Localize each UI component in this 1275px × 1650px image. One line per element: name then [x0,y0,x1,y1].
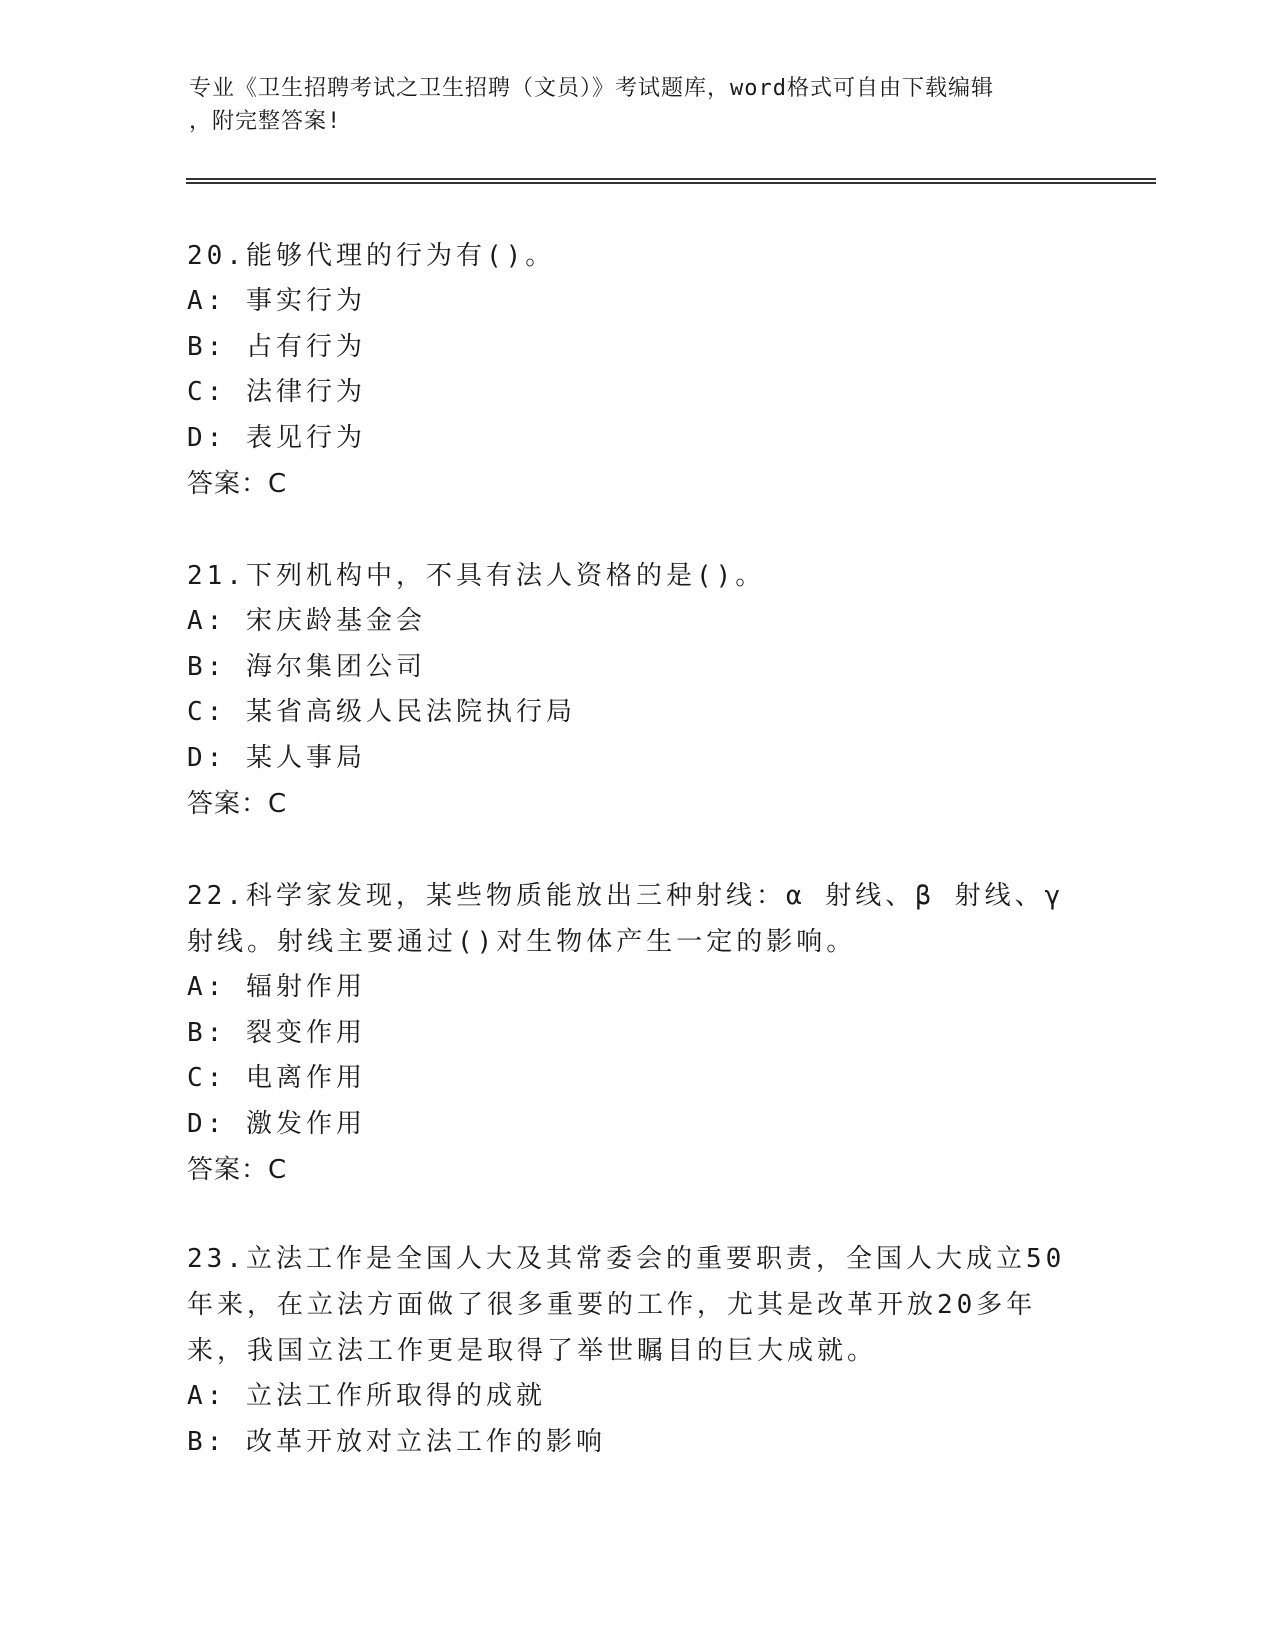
option-a: A: 事实行为 [187,286,366,316]
header-double-rule [186,178,1156,184]
option-b: B: 裂变作用 [187,1017,366,1048]
question-22 [187,873,1077,1193]
option-d: D: 某人事局 [187,742,366,773]
option-c: C: 法律行为 [187,377,366,407]
question-21 [187,553,1077,827]
question-23 [187,1236,1077,1465]
option-a: A: 辐射作用 [187,972,366,1002]
answer: 答案：C [187,469,288,499]
option-b: B: 海尔集团公司 [187,651,426,682]
question-stem: 20.能够代理的行为有()。 [187,241,556,271]
document-header [189,72,1069,138]
option-a: A: 宋庆龄基金会 [187,606,426,636]
option-c: C: 电离作用 [187,1063,366,1093]
answer: 答案：C [187,789,288,819]
option-d: D: 激发作用 [187,1108,366,1139]
option-b: B: 改革开放对立法工作的影响 [187,1426,606,1457]
option-c: C: 某省高级人民法院执行局 [187,697,576,727]
option-d: D: 表见行为 [187,422,366,453]
question-stem: 21.下列机构中，不具有法人资格的是()。 [187,561,766,591]
question-stem: 22.科学家发现，某些物质能放出三种射线：α 射线、β 射线、γ 射线。射线主要通过()对生物体产生一定的影响。 [187,881,1065,957]
option-b: B: 占有行为 [187,331,366,362]
answer: 答案：C [187,1155,288,1185]
question-stem: 23.立法工作是全国人大及其常委会的重要职责，全国人大成立50年来，在立法方面做了很多重要的工作，尤其是改革开放20多年来，我国立法工作更是取得了举世瞩目的巨大成就。 [187,1244,1066,1366]
option-a: A: 立法工作所取得的成就 [187,1381,546,1411]
header-line-1: 专业《卫生招聘考试之卫生招聘（文员）》考试题库，word格式可自由下载编辑 [189,76,994,101]
header-line-2: ，附完整答案! [189,109,342,134]
question-20 [187,233,1077,507]
